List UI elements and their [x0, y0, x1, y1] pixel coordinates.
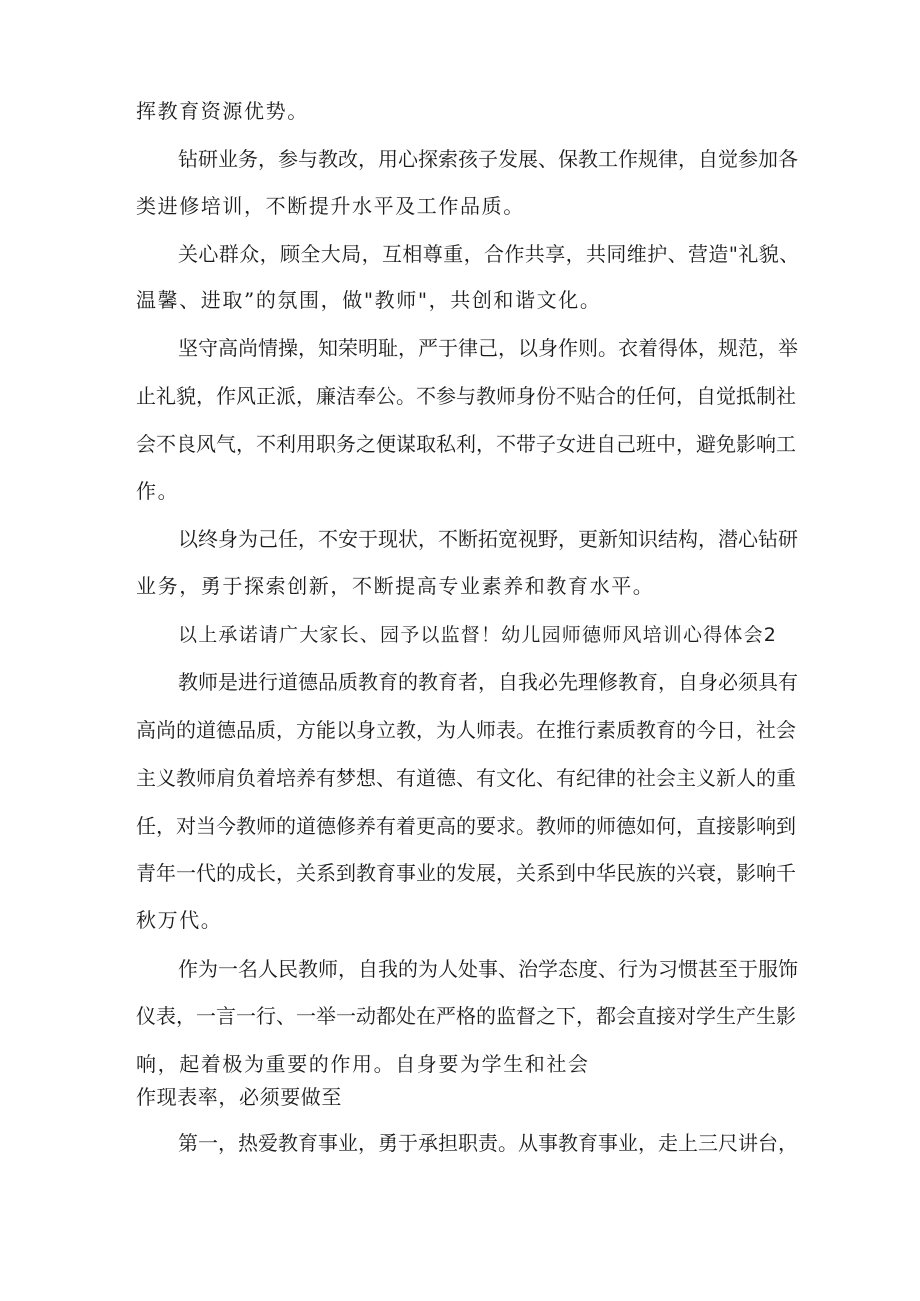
text-line: 挥教育资源优势。 — [136, 99, 309, 123]
text-line: 止礼貌，作风正派，廉洁奉公。不参与教师身份不贴合的任何，自觉抵制社 — [136, 384, 796, 408]
text-line: 作现表率，必须要做至 — [136, 1085, 342, 1109]
text-line: 响，起着极为重要的作用。自身要为学生和社会 — [136, 1052, 590, 1076]
text-line: 业务，勇于探索创新，不断提高专业素养和教育水平。 — [136, 574, 655, 598]
paragraph-first-line: 作为一名人民教师，自我的为人处事、治学态度、行为习惯甚至于服饰 — [178, 957, 798, 981]
paragraph-first-line: 以终身为己任，不安于现状，不断拓宽视野，更新知识结构，潜心钻研 — [178, 527, 798, 551]
text-line: 仪表，一言一行、一举一动都处在严格的监督之下，都会直接对学生产生影 — [136, 1004, 796, 1028]
paragraph-first-line: 坚守高尚情操，知荣明耻，严于律己，以身作则。衣着得体，规范，举 — [178, 336, 798, 360]
text-line: 作。 — [136, 479, 180, 503]
section-heading-line: 以上承诺请广大家长、园予以监督！幼儿园师德师风培训心得体会2 — [178, 624, 778, 646]
paragraph-first-line: 钻研业务，参与教改，用心探索孩子发展、保教工作规律，自觉参加各 — [178, 147, 798, 171]
text-line: 温馨、进取”的氛围，做"教师"，共创和谐文化。 — [136, 288, 602, 312]
text-line: 类进修培训，不断提升水平及工作品质。 — [136, 194, 525, 218]
text-line: 主义教师肩负着培养有梦想、有道德、有文化、有纪律的社会主义新人的重 — [136, 766, 796, 790]
paragraph-first-line: 第一，热爱教育事业，勇于承担职责。从事教育事业，走上三尺讲台， — [178, 1131, 798, 1155]
text-line: 青年一代的成长，关系到教育事业的发展，关系到中华民族的兴衰，影响千 — [136, 861, 796, 885]
text-line: 任，对当今教师的道德修养有着更高的要求。教师的师德如何，直接影响到 — [136, 814, 796, 838]
text-line: 会不良风气，不利用职务之便谋取私利，不带子女进自己班中，避免影响工 — [136, 432, 796, 456]
paragraph-first-line: 教师是进行道德品质教育的教育者，自我必先理修教育，自身必须具有 — [178, 670, 798, 694]
paragraph-first-line: 关心群众，顾全大局，互相尊重，合作共享，共同维护、营造"礼貌、 — [178, 242, 800, 266]
text-line: 秋万代。 — [136, 908, 223, 932]
text-line: 高尚的道德品质，方能以身立教，为人师表。在推行素质教育的今日，社会 — [136, 718, 796, 742]
